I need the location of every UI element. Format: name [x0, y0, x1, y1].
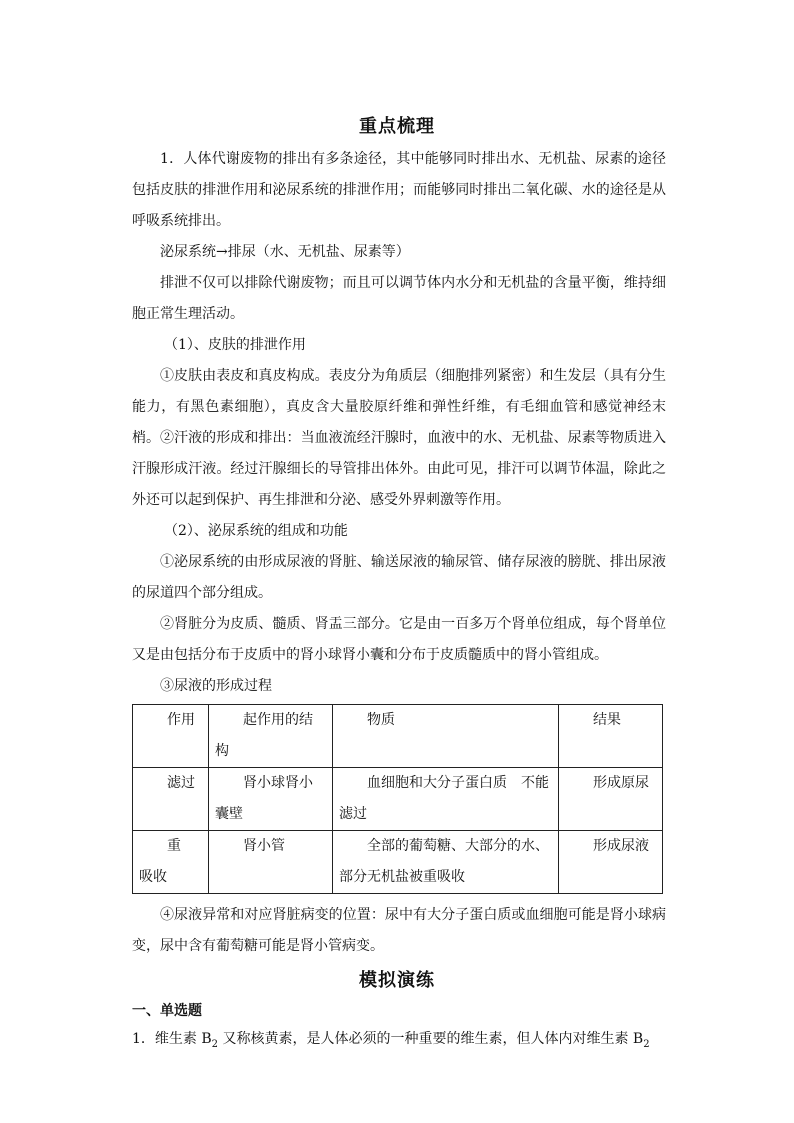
- subheading-skin-excretion: （1）、皮肤的排泄作用: [164, 337, 306, 353]
- paragraph-urine-formation-label: ③尿液的形成过程: [160, 678, 272, 694]
- table-cell: 重 吸收: [133, 831, 209, 894]
- question-1-text: 1．维生素 $B_2$ 又称核黄素，是人体必须的一种重要的维生素，但人体内对维生素 $B_2$: [132, 1031, 650, 1050]
- table-cell: 形成原尿: [559, 768, 663, 831]
- table-cell: 全部的葡萄糖、大部分的水、部分无机盐被重吸收: [333, 831, 559, 894]
- table-cell: 滤过: [133, 768, 209, 831]
- paragraph-kidney-structure: ②肾脏分为皮质、髓质、肾盂三部分。它是由一百多万个肾单位组成，每个肾单位又是由包括分布于皮质中的肾小球肾小囊和分布于皮质髓质中的肾小管组成。: [132, 616, 666, 663]
- paragraph-excretion-routes: 1．人体代谢废物的排出有多条途径，其中能够同时排出水、无机盐、尿素的途径包括皮肤的排泄作用和泌尿系统的排泄作用；而能够同时排出二氧化碳、水的途径是从呼吸系统排出。: [132, 151, 666, 229]
- table-header-cell: 起作用的结构: [209, 705, 333, 768]
- paragraph-urinary-output: 泌尿系统→排尿（水、无机盐、尿素等）: [160, 244, 410, 260]
- table-cell: 血细胞和大分子蛋白质 不能滤过: [333, 768, 559, 831]
- section-title-key-points: 重点梳理: [359, 116, 435, 137]
- paragraph-urine-abnormality: ④尿液异常和对应肾脏病变的位置：尿中有大分子蛋白质或血细胞可能是肾小球病变，尿中含有葡萄糖可能是肾小管病变。: [132, 907, 666, 954]
- subheading-urinary-system: （2）、泌尿系统的组成和功能: [164, 523, 348, 539]
- table-cell: 肾小球肾小囊壁: [209, 768, 333, 831]
- table-header-row: [133, 705, 663, 768]
- urine-formation-table: [132, 704, 663, 894]
- paragraph-skin-structure: ①皮肤由表皮和真皮构成。表皮分为角质层（细胞排列紧密）和生发层（具有分生能力，有黑色素细胞），真皮含大量胶原纤维和弹性纤维，有毛细血管和感觉神经末梢。: [132, 368, 666, 446]
- table-row: [133, 768, 663, 831]
- table-header-cell: 物质: [333, 705, 559, 768]
- heading-single-choice: 一、单选题: [132, 1003, 202, 1019]
- table-header-cell: 作用: [133, 705, 209, 768]
- section-title-practice: 模拟演练: [359, 970, 435, 991]
- table-cell: 肾小管: [209, 831, 333, 894]
- table-header-cell: 结果: [559, 705, 663, 768]
- paragraph-excretion-function: 排泄不仅可以排除代谢废物；而且可以调节体内水分和无机盐的含量平衡，维持细胞正常生理活动。: [132, 275, 666, 322]
- table-row: [133, 831, 663, 894]
- paragraph-urinary-components: ①泌尿系统的由形成尿液的肾脏、输送尿液的输尿管、储存尿液的膀胱、排出尿液的尿道四个部分组成。: [132, 554, 666, 601]
- paragraph-sweat-formation: ②汗液的形成和排出：当血液流经汗腺时，血液中的水、无机盐、尿素等物质进入汗腺形成汗液。经过汗腺细长的导管排出体外。由此可见，排汗可以调节体温，除此之外还可以起到保护、再生排泄和分泌、感受外界刺激等作用。: [132, 430, 666, 508]
- table-cell: 形成尿液: [559, 831, 663, 894]
